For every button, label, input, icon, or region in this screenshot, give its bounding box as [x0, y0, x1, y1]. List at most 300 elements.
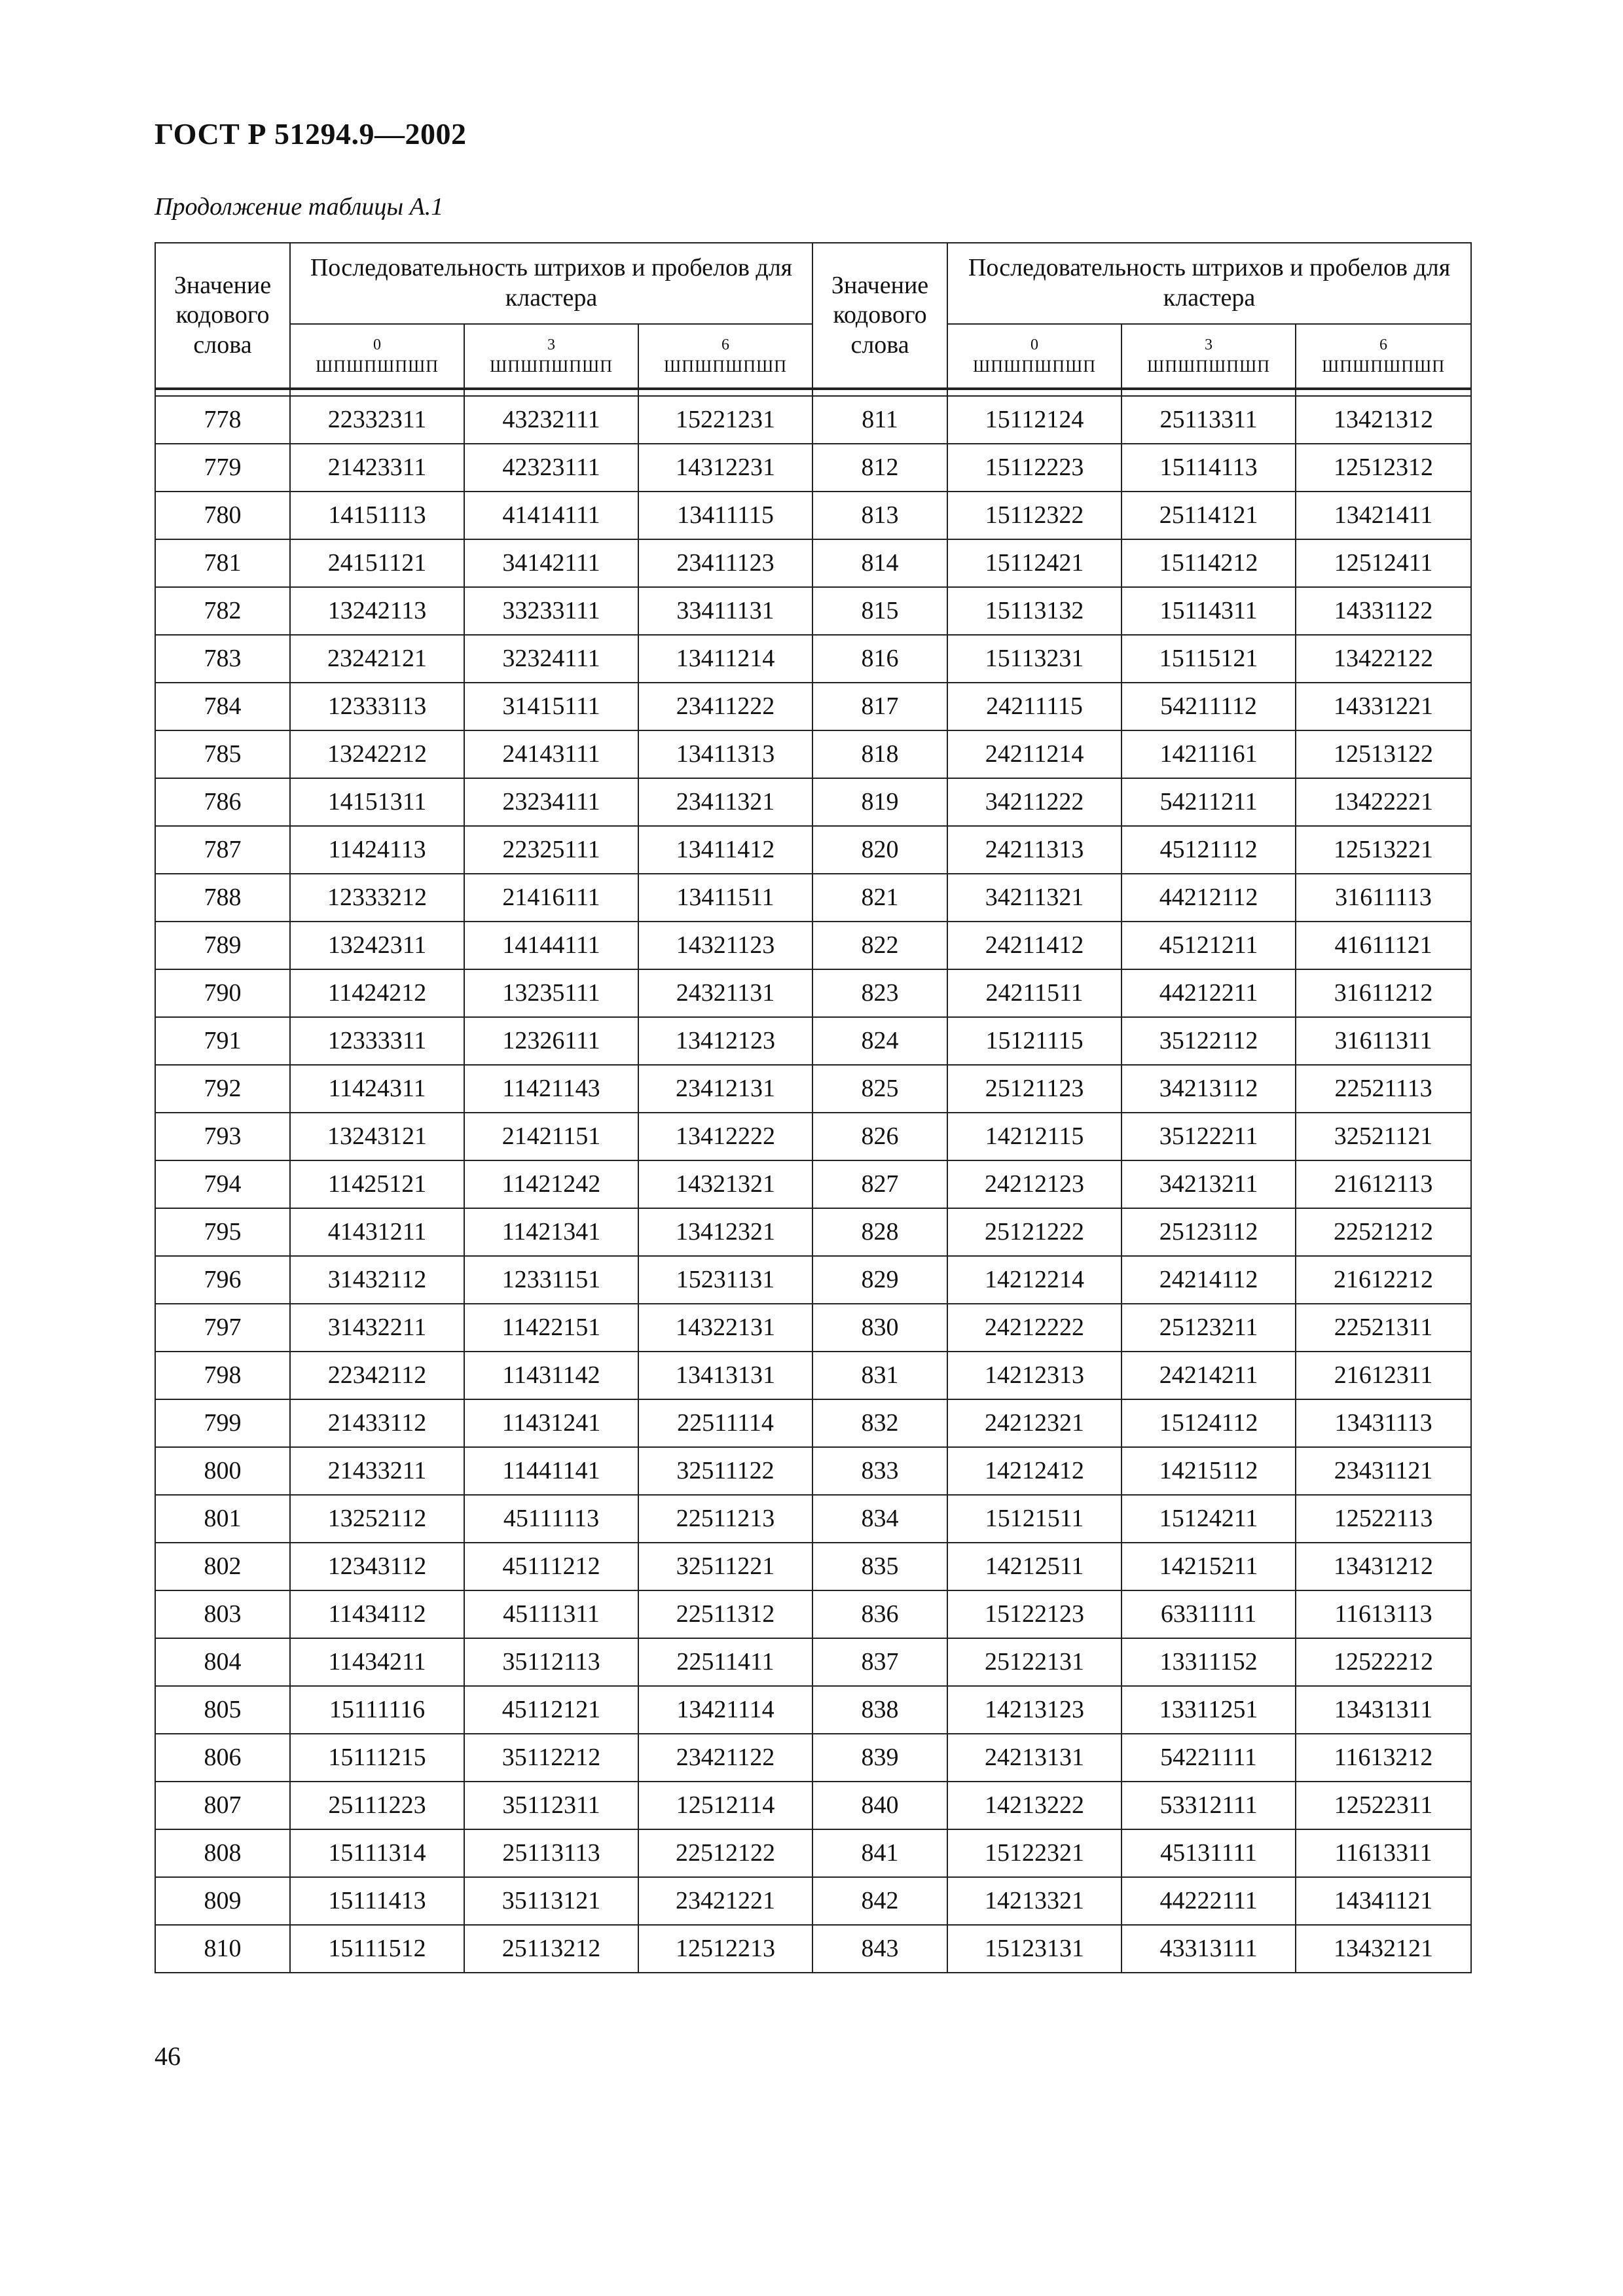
table-row: [155, 1495, 1471, 1543]
cluster-sequence-cell: 11425121: [290, 1160, 464, 1208]
code-value-cell: 803: [155, 1590, 290, 1638]
cluster-pattern: ШПШПШПШП: [315, 356, 439, 376]
page-number: 46: [155, 2041, 181, 2071]
cluster-sequence-cell: 15112223: [947, 444, 1122, 492]
cluster-sequence-cell: 15114212: [1122, 539, 1296, 587]
cluster-sequence-cell: 12512312: [1296, 444, 1471, 492]
cluster-sequence-cell: 23412131: [638, 1065, 812, 1113]
cluster-sequence-cell: 35122211: [1122, 1113, 1296, 1160]
cluster-sequence-cell: 34211222: [947, 778, 1122, 826]
code-value-cell: 837: [812, 1638, 947, 1686]
cluster-sequence-cell: 43313111: [1122, 1925, 1296, 1973]
cluster-sequence-cell: 21433211: [290, 1447, 464, 1495]
code-value-cell: 784: [155, 683, 290, 730]
cluster-sequence-cell: 12513122: [1296, 730, 1471, 778]
cluster-sequence-cell: 45131111: [1122, 1829, 1296, 1877]
cluster-sequence-cell: 23234111: [464, 778, 638, 826]
cluster-sequence-cell: 31432211: [290, 1304, 464, 1352]
cluster-sequence-cell: 41611121: [1296, 922, 1471, 969]
code-value-cell: 795: [155, 1208, 290, 1256]
cluster-sequence-cell: 13411412: [638, 826, 812, 874]
cluster-sequence-cell: 15114113: [1122, 444, 1296, 492]
cluster-sequence-cell: 24214211: [1122, 1352, 1296, 1399]
table-row: [155, 587, 1471, 635]
cluster-sequence-cell: 22332311: [290, 396, 464, 444]
cluster-sequence-cell: 15111215: [290, 1734, 464, 1782]
cluster-sequence-cell: 45121211: [1122, 922, 1296, 969]
cluster-sequence-cell: 54221111: [1122, 1734, 1296, 1782]
cluster-sequence-cell: 24143111: [464, 730, 638, 778]
cluster-sequence-cell: 13432121: [1296, 1925, 1471, 1973]
table-row: [155, 1782, 1471, 1829]
column-header-group-left: Последовательность штрихов и пробелов для кластера: [290, 243, 812, 324]
cluster-sequence-cell: 13413131: [638, 1352, 812, 1399]
cluster-sequence-cell: 11424311: [290, 1065, 464, 1113]
cluster-sequence-cell: 23421122: [638, 1734, 812, 1782]
code-value-cell: 778: [155, 396, 290, 444]
cluster-sequence-cell: 11424113: [290, 826, 464, 874]
code-value-cell: 806: [155, 1734, 290, 1782]
cluster-sequence-cell: 24321131: [638, 969, 812, 1017]
cluster-sequence-cell: 45111113: [464, 1495, 638, 1543]
cluster-sequence-cell: 13252112: [290, 1495, 464, 1543]
cluster-sequence-cell: 15122123: [947, 1590, 1122, 1638]
table-row: [155, 1829, 1471, 1877]
cluster-sequence-cell: 35112311: [464, 1782, 638, 1829]
cluster-sequence-cell: 43232111: [464, 396, 638, 444]
code-value-cell: 826: [812, 1113, 947, 1160]
cluster-sequence-cell: 31432112: [290, 1256, 464, 1304]
cluster-sequence-cell: 13411115: [638, 492, 812, 539]
cluster-number: 6: [721, 336, 730, 353]
cluster-sequence-cell: 31611212: [1296, 969, 1471, 1017]
cluster-sequence-cell: 11431241: [464, 1399, 638, 1447]
code-value-cell: 840: [812, 1782, 947, 1829]
cluster-sequence-cell: 12326111: [464, 1017, 638, 1065]
cluster-sequence-cell: 13422221: [1296, 778, 1471, 826]
cluster-number: 0: [1030, 336, 1039, 353]
code-value-cell: 843: [812, 1925, 947, 1973]
cluster-sequence-cell: 23242121: [290, 635, 464, 683]
code-value-cell: 819: [812, 778, 947, 826]
table-row: [155, 396, 1471, 444]
cluster-sequence-cell: 13311251: [1122, 1686, 1296, 1734]
cluster-sequence-cell: 24212222: [947, 1304, 1122, 1352]
code-value-cell: 841: [812, 1829, 947, 1877]
cluster-sequence-cell: 14215211: [1122, 1543, 1296, 1590]
cluster-sequence-cell: 15122321: [947, 1829, 1122, 1877]
table-row: [155, 1352, 1471, 1399]
cluster-sequence-cell: 15112124: [947, 396, 1122, 444]
cluster-sequence-cell: 63311111: [1122, 1590, 1296, 1638]
cluster-sequence-cell: 22325111: [464, 826, 638, 874]
cluster-sequence-cell: 33411131: [638, 587, 812, 635]
table-row: [155, 1304, 1471, 1352]
table-row: [155, 1160, 1471, 1208]
cluster-sequence-cell: 45121112: [1122, 826, 1296, 874]
cluster-sequence-cell: 12513221: [1296, 826, 1471, 874]
cluster-sequence-cell: 12522212: [1296, 1638, 1471, 1686]
cluster-pattern: ШПШПШПШП: [1147, 356, 1271, 376]
cluster-sequence-cell: 32511122: [638, 1447, 812, 1495]
code-value-cell: 817: [812, 683, 947, 730]
cluster-sequence-cell: 25123112: [1122, 1208, 1296, 1256]
cluster-sequence-cell: 34142111: [464, 539, 638, 587]
code-value-cell: 836: [812, 1590, 947, 1638]
cluster-sequence-cell: 14213321: [947, 1877, 1122, 1925]
cluster-sequence-cell: 12522113: [1296, 1495, 1471, 1543]
code-value-cell: 810: [155, 1925, 290, 1973]
table-row: [155, 1447, 1471, 1495]
cluster-sequence-cell: 31611113: [1296, 874, 1471, 922]
cluster-sequence-cell: 12512411: [1296, 539, 1471, 587]
table-caption: Продолжение таблицы А.1: [155, 193, 444, 221]
code-value-cell: 808: [155, 1829, 290, 1877]
cluster-sequence-cell: 15231131: [638, 1256, 812, 1304]
cluster-sequence-cell: 12333113: [290, 683, 464, 730]
cluster-sequence-cell: 13421411: [1296, 492, 1471, 539]
cluster-sequence-cell: 13421114: [638, 1686, 812, 1734]
cluster-sequence-cell: 42323111: [464, 444, 638, 492]
cluster-pattern: ШПШПШПШП: [973, 356, 1097, 376]
cluster-sequence-cell: 24213131: [947, 1734, 1122, 1782]
code-value-cell: 796: [155, 1256, 290, 1304]
cluster-sequence-cell: 14312231: [638, 444, 812, 492]
cluster-sequence-cell: 44212112: [1122, 874, 1296, 922]
code-value-cell: 839: [812, 1734, 947, 1782]
table-row: [155, 730, 1471, 778]
cluster-sequence-cell: 45111311: [464, 1590, 638, 1638]
table-row: [155, 683, 1471, 730]
cluster-sequence-cell: 12522311: [1296, 1782, 1471, 1829]
code-value-cell: 807: [155, 1782, 290, 1829]
cluster-sequence-cell: 15113231: [947, 635, 1122, 683]
cluster-sequence-cell: 25113311: [1122, 396, 1296, 444]
cluster-sequence-cell: 25123211: [1122, 1304, 1296, 1352]
cluster-sequence-cell: 34211321: [947, 874, 1122, 922]
code-value-cell: 793: [155, 1113, 290, 1160]
cluster-sequence-cell: 13243121: [290, 1113, 464, 1160]
code-value-cell: 781: [155, 539, 290, 587]
cluster-sequence-cell: 14331221: [1296, 683, 1471, 730]
cluster-sequence-cell: 25122131: [947, 1638, 1122, 1686]
cluster-sequence-cell: 11424212: [290, 969, 464, 1017]
code-value-cell: 834: [812, 1495, 947, 1543]
table-row: [155, 1017, 1471, 1065]
cluster-sequence-cell: 15113132: [947, 587, 1122, 635]
cluster-sequence-cell: 32511221: [638, 1543, 812, 1590]
cluster-sequence-cell: 22511411: [638, 1638, 812, 1686]
cluster-pattern: ШПШПШПШП: [1322, 356, 1446, 376]
cluster-sequence-cell: 44222111: [1122, 1877, 1296, 1925]
table-row: [155, 1686, 1471, 1734]
cluster-sequence-cell: 11441141: [464, 1447, 638, 1495]
cluster-sequence-cell: 14212115: [947, 1113, 1122, 1160]
cluster-sequence-cell: 13235111: [464, 969, 638, 1017]
cluster-sequence-cell: 22521311: [1296, 1304, 1471, 1352]
cluster-sequence-cell: 24211412: [947, 922, 1122, 969]
code-value-cell: 823: [812, 969, 947, 1017]
cluster-sequence-cell: 15111512: [290, 1925, 464, 1973]
cluster-header-3-left: [464, 324, 638, 389]
code-value-cell: 783: [155, 635, 290, 683]
cluster-sequence-cell: 14144111: [464, 922, 638, 969]
code-value-cell: 825: [812, 1065, 947, 1113]
cluster-sequence-cell: 12333311: [290, 1017, 464, 1065]
cluster-sequence-cell: 54211112: [1122, 683, 1296, 730]
cluster-sequence-cell: 35122112: [1122, 1017, 1296, 1065]
column-header-value-left: Значение кодового слова: [155, 243, 290, 389]
cluster-sequence-cell: 14215112: [1122, 1447, 1296, 1495]
code-value-cell: 799: [155, 1399, 290, 1447]
code-value-cell: 798: [155, 1352, 290, 1399]
cluster-sequence-cell: 13412123: [638, 1017, 812, 1065]
cluster-sequence-cell: 41431211: [290, 1208, 464, 1256]
code-value-cell: 801: [155, 1495, 290, 1543]
cluster-sequence-cell: 24212123: [947, 1160, 1122, 1208]
cluster-sequence-cell: 25121123: [947, 1065, 1122, 1113]
header-separator: [155, 389, 1471, 396]
cluster-sequence-cell: 23421221: [638, 1877, 812, 1925]
cluster-sequence-cell: 24211115: [947, 683, 1122, 730]
code-value-cell: 822: [812, 922, 947, 969]
table-row: [155, 1543, 1471, 1590]
cluster-sequence-cell: 13242212: [290, 730, 464, 778]
cluster-sequence-cell: 15114311: [1122, 587, 1296, 635]
cluster-header-0-left: [290, 324, 464, 389]
cluster-sequence-cell: 25121222: [947, 1208, 1122, 1256]
cluster-sequence-cell: 24211313: [947, 826, 1122, 874]
cluster-sequence-cell: 15112322: [947, 492, 1122, 539]
cluster-sequence-cell: 11613311: [1296, 1829, 1471, 1877]
cluster-sequence-cell: 13242311: [290, 922, 464, 969]
cluster-sequence-cell: 15124112: [1122, 1399, 1296, 1447]
cluster-sequence-cell: 21423311: [290, 444, 464, 492]
cluster-sequence-cell: 14212313: [947, 1352, 1122, 1399]
cluster-sequence-cell: 13431311: [1296, 1686, 1471, 1734]
cluster-sequence-cell: 25113113: [464, 1829, 638, 1877]
table-row: [155, 1256, 1471, 1304]
cluster-sequence-cell: 34213112: [1122, 1065, 1296, 1113]
cluster-sequence-cell: 15111116: [290, 1686, 464, 1734]
code-value-cell: 813: [812, 492, 947, 539]
cluster-sequence-cell: 12331151: [464, 1256, 638, 1304]
cluster-sequence-cell: 22342112: [290, 1352, 464, 1399]
table-row: [155, 1590, 1471, 1638]
cluster-number: 3: [1205, 336, 1213, 353]
cluster-sequence-cell: 22511114: [638, 1399, 812, 1447]
cluster-sequence-cell: 13411313: [638, 730, 812, 778]
cluster-number: 0: [373, 336, 381, 353]
code-value-cell: 842: [812, 1877, 947, 1925]
cluster-sequence-cell: 35112113: [464, 1638, 638, 1686]
cluster-sequence-cell: 45112121: [464, 1686, 638, 1734]
cluster-sequence-cell: 35113121: [464, 1877, 638, 1925]
cluster-sequence-cell: 22511213: [638, 1495, 812, 1543]
code-value-cell: 800: [155, 1447, 290, 1495]
code-value-cell: 788: [155, 874, 290, 922]
cluster-sequence-cell: 14213123: [947, 1686, 1122, 1734]
cluster-sequence-cell: 32324111: [464, 635, 638, 683]
code-value-cell: 838: [812, 1686, 947, 1734]
cluster-sequence-cell: 22512122: [638, 1829, 812, 1877]
code-value-cell: 789: [155, 922, 290, 969]
cluster-pattern: ШПШПШПШП: [489, 356, 613, 376]
code-value-cell: 816: [812, 635, 947, 683]
table-row: [155, 492, 1471, 539]
cluster-sequence-cell: 21612113: [1296, 1160, 1471, 1208]
cluster-sequence-cell: 21416111: [464, 874, 638, 922]
cluster-sequence-cell: 14321321: [638, 1160, 812, 1208]
cluster-sequence-cell: 14341121: [1296, 1877, 1471, 1925]
code-value-cell: 791: [155, 1017, 290, 1065]
cluster-header-6-right: [1296, 324, 1471, 389]
cluster-sequence-cell: 15112421: [947, 539, 1122, 587]
cluster-sequence-cell: 12512114: [638, 1782, 812, 1829]
cluster-sequence-cell: 53312111: [1122, 1782, 1296, 1829]
column-header-value-right: Значение кодового слова: [812, 243, 947, 389]
cluster-number: 3: [547, 336, 555, 353]
cluster-sequence-cell: 14212214: [947, 1256, 1122, 1304]
cluster-sequence-cell: 12343112: [290, 1543, 464, 1590]
cluster-number: 6: [1379, 336, 1388, 353]
code-value-cell: 779: [155, 444, 290, 492]
code-value-cell: 782: [155, 587, 290, 635]
cluster-sequence-cell: 15124211: [1122, 1495, 1296, 1543]
cluster-sequence-cell: 23411321: [638, 778, 812, 826]
cluster-sequence-cell: 21421151: [464, 1113, 638, 1160]
table-row: [155, 539, 1471, 587]
cluster-sequence-cell: 31415111: [464, 683, 638, 730]
table-row: [155, 1208, 1471, 1256]
cluster-sequence-cell: 13421312: [1296, 396, 1471, 444]
table-row: [155, 826, 1471, 874]
cluster-sequence-cell: 15115121: [1122, 635, 1296, 683]
cluster-sequence-cell: 24151121: [290, 539, 464, 587]
code-table: [155, 242, 1472, 1973]
cluster-sequence-cell: 35112212: [464, 1734, 638, 1782]
cluster-sequence-cell: 11421242: [464, 1160, 638, 1208]
cluster-sequence-cell: 14212412: [947, 1447, 1122, 1495]
cluster-sequence-cell: 15121511: [947, 1495, 1122, 1543]
cluster-sequence-cell: 14151113: [290, 492, 464, 539]
cluster-sequence-cell: 15123131: [947, 1925, 1122, 1973]
cluster-pattern: ШПШПШПШП: [664, 356, 788, 376]
code-value-cell: 821: [812, 874, 947, 922]
cluster-sequence-cell: 45111212: [464, 1543, 638, 1590]
cluster-sequence-cell: 21433112: [290, 1399, 464, 1447]
code-value-cell: 824: [812, 1017, 947, 1065]
code-value-cell: 811: [812, 396, 947, 444]
cluster-sequence-cell: 13411511: [638, 874, 812, 922]
cluster-sequence-cell: 25111223: [290, 1782, 464, 1829]
code-value-cell: 802: [155, 1543, 290, 1590]
cluster-sequence-cell: 12333212: [290, 874, 464, 922]
table-row: [155, 1925, 1471, 1973]
cluster-sequence-cell: 21612311: [1296, 1352, 1471, 1399]
cluster-sequence-cell: 14213222: [947, 1782, 1122, 1829]
code-value-cell: 829: [812, 1256, 947, 1304]
table-row: [155, 1877, 1471, 1925]
cluster-header-3-right: [1122, 324, 1296, 389]
cluster-sequence-cell: 11422151: [464, 1304, 638, 1352]
code-value-cell: 780: [155, 492, 290, 539]
cluster-sequence-cell: 14331122: [1296, 587, 1471, 635]
table-row: [155, 444, 1471, 492]
cluster-sequence-cell: 14322131: [638, 1304, 812, 1352]
cluster-sequence-cell: 11434112: [290, 1590, 464, 1638]
code-value-cell: 792: [155, 1065, 290, 1113]
code-value-cell: 804: [155, 1638, 290, 1686]
cluster-sequence-cell: 15111314: [290, 1829, 464, 1877]
cluster-sequence-cell: 11434211: [290, 1638, 464, 1686]
table-row: [155, 1399, 1471, 1447]
cluster-header-0-right: [947, 324, 1122, 389]
cluster-sequence-cell: 15221231: [638, 396, 812, 444]
cluster-sequence-cell: 11421341: [464, 1208, 638, 1256]
code-value-cell: 805: [155, 1686, 290, 1734]
cluster-sequence-cell: 11613113: [1296, 1590, 1471, 1638]
table-row: [155, 1113, 1471, 1160]
code-value-cell: 786: [155, 778, 290, 826]
code-value-cell: 827: [812, 1160, 947, 1208]
code-value-cell: 785: [155, 730, 290, 778]
cluster-sequence-cell: 15111413: [290, 1877, 464, 1925]
cluster-sequence-cell: 11613212: [1296, 1734, 1471, 1782]
cluster-header-6-left: [638, 324, 812, 389]
cluster-sequence-cell: 14211161: [1122, 730, 1296, 778]
code-value-cell: 820: [812, 826, 947, 874]
cluster-sequence-cell: 13242113: [290, 587, 464, 635]
cluster-sequence-cell: 25113212: [464, 1925, 638, 1973]
cluster-sequence-cell: 14212511: [947, 1543, 1122, 1590]
cluster-sequence-cell: 23411222: [638, 683, 812, 730]
cluster-sequence-cell: 13412321: [638, 1208, 812, 1256]
cluster-sequence-cell: 41414111: [464, 492, 638, 539]
cluster-sequence-cell: 12512213: [638, 1925, 812, 1973]
table-row: [155, 922, 1471, 969]
table-row: [155, 874, 1471, 922]
cluster-sequence-cell: 44212211: [1122, 969, 1296, 1017]
code-value-cell: 787: [155, 826, 290, 874]
cluster-sequence-cell: 13422122: [1296, 635, 1471, 683]
code-value-cell: 833: [812, 1447, 947, 1495]
cluster-sequence-cell: 15121115: [947, 1017, 1122, 1065]
cluster-sequence-cell: 22511312: [638, 1590, 812, 1638]
cluster-sequence-cell: 11421143: [464, 1065, 638, 1113]
cluster-sequence-cell: 11431142: [464, 1352, 638, 1399]
cluster-sequence-cell: 25114121: [1122, 492, 1296, 539]
cluster-sequence-cell: 33233111: [464, 587, 638, 635]
code-value-cell: 818: [812, 730, 947, 778]
cluster-sequence-cell: 22521113: [1296, 1065, 1471, 1113]
cluster-sequence-cell: 13431113: [1296, 1399, 1471, 1447]
table-body: [155, 389, 1471, 1973]
column-header-group-right: Последовательность штрихов и пробелов для кластера: [947, 243, 1471, 324]
cluster-sequence-cell: 14321123: [638, 922, 812, 969]
cluster-sequence-cell: 24211214: [947, 730, 1122, 778]
cluster-sequence-cell: 13411214: [638, 635, 812, 683]
document-title: ГОСТ Р 51294.9—2002: [155, 117, 467, 151]
cluster-sequence-cell: 31611311: [1296, 1017, 1471, 1065]
cluster-sequence-cell: 24212321: [947, 1399, 1122, 1447]
code-value-cell: 830: [812, 1304, 947, 1352]
code-value-cell: 835: [812, 1543, 947, 1590]
code-value-cell: 790: [155, 969, 290, 1017]
table-row: [155, 1065, 1471, 1113]
table-row: [155, 969, 1471, 1017]
cluster-sequence-cell: 21612212: [1296, 1256, 1471, 1304]
